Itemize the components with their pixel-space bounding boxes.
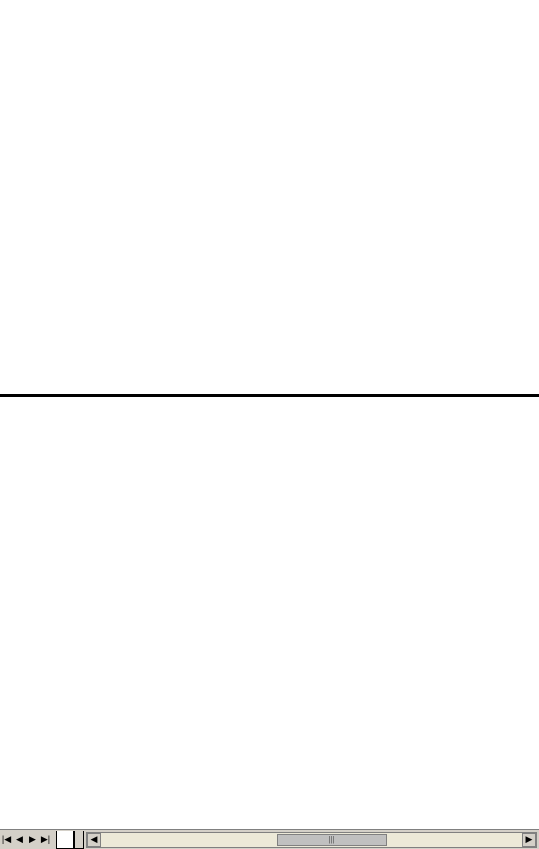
scroll-right-icon[interactable]: ▶ xyxy=(522,833,536,847)
scroll-thumb[interactable]: ||| xyxy=(277,834,387,846)
next-sheet-icon[interactable]: ▶ xyxy=(29,834,36,844)
sheet-tab-next[interactable] xyxy=(74,831,84,849)
last-sheet-icon[interactable]: ▶| xyxy=(40,834,51,844)
first-sheet-icon[interactable]: |◀ xyxy=(1,834,12,844)
horizontal-scrollbar[interactable] xyxy=(86,832,537,848)
freeze-divider xyxy=(0,394,539,397)
prev-sheet-icon[interactable]: ◀ xyxy=(16,834,23,844)
scroll-left-icon[interactable]: ◀ xyxy=(87,833,101,847)
sheet-tab-active[interactable] xyxy=(56,831,74,849)
sheet-tab-bar xyxy=(0,829,539,849)
